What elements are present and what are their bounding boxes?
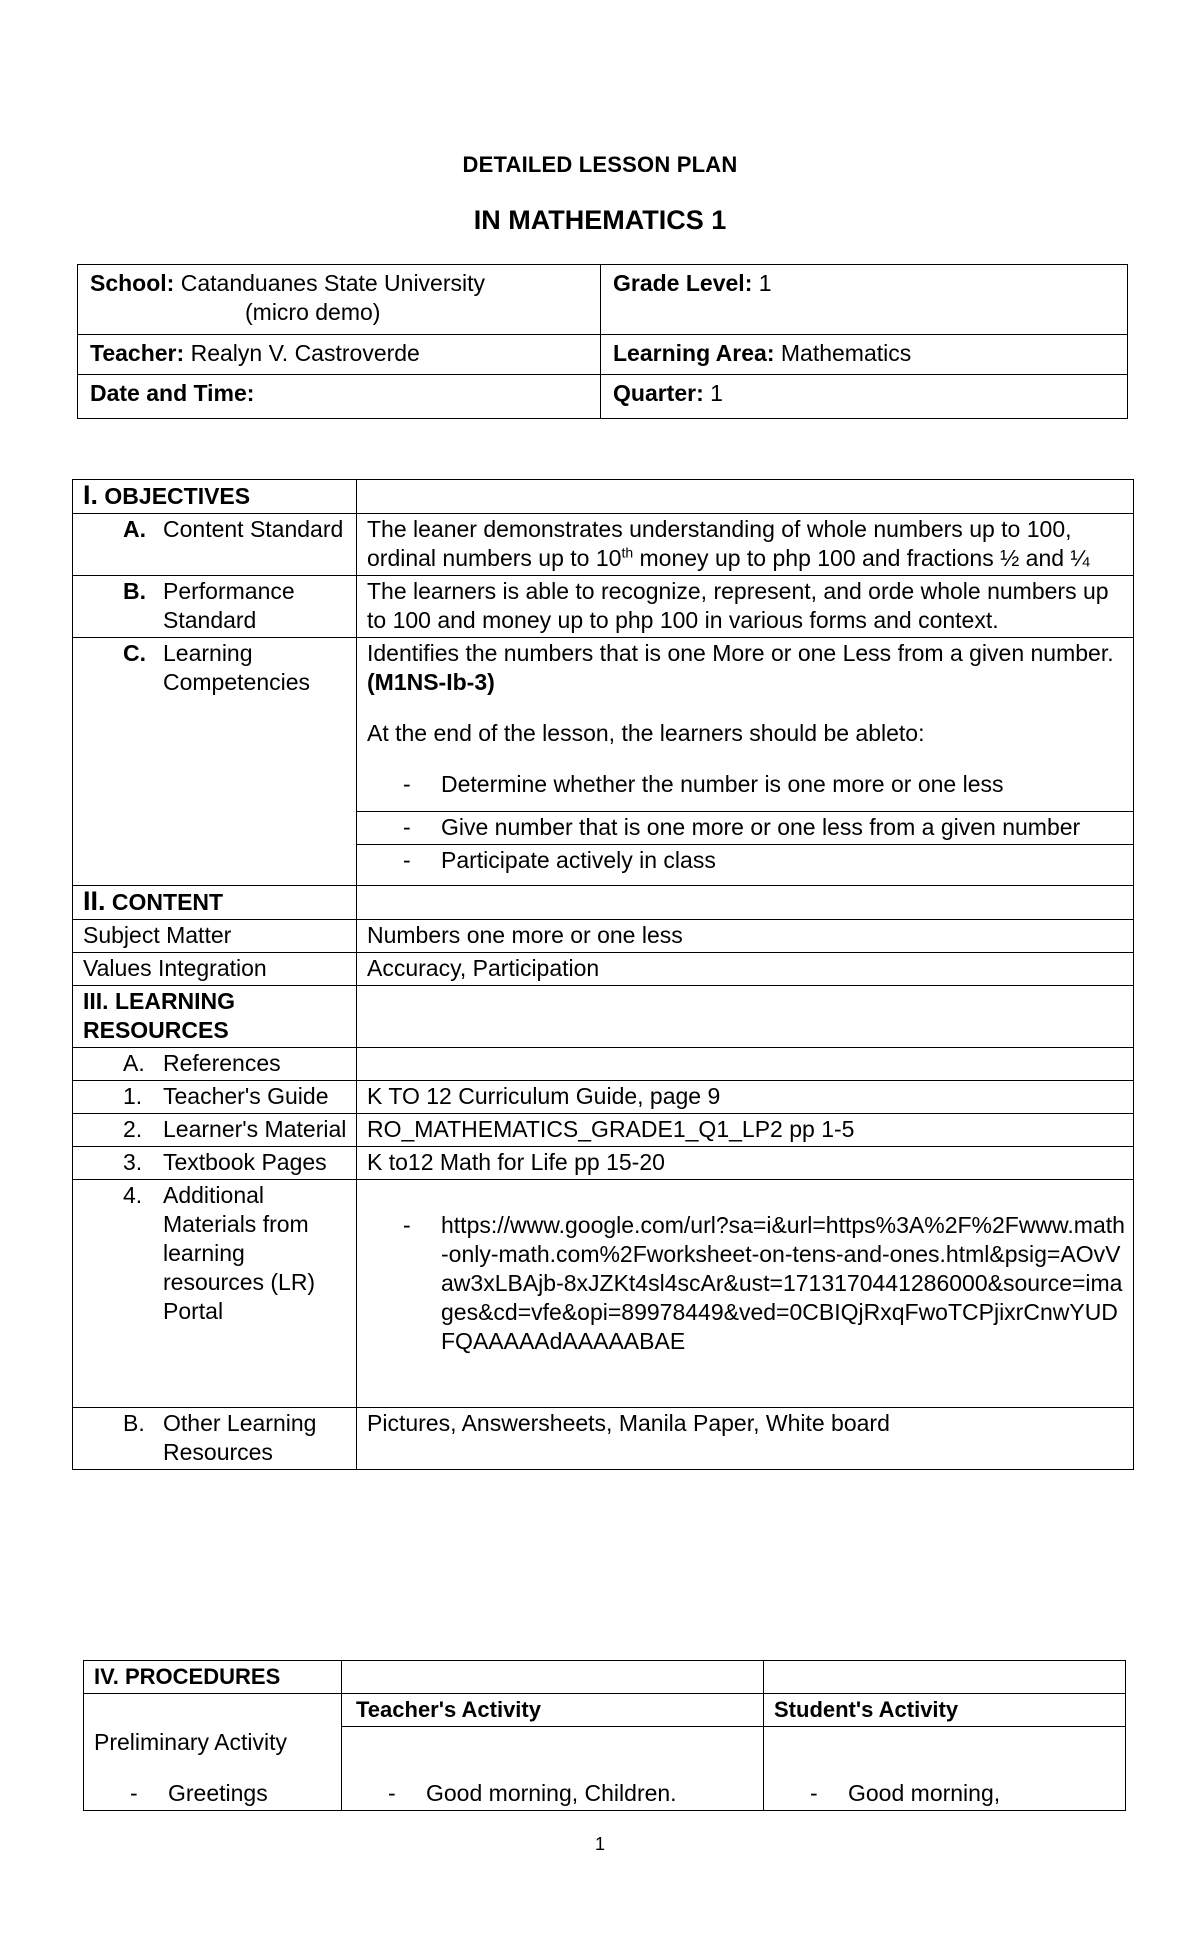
references-label: References xyxy=(163,1050,281,1076)
quarter-value: 1 xyxy=(710,380,723,406)
textbook-pages-label: Textbook Pages xyxy=(163,1149,327,1175)
lesson-info-table xyxy=(77,264,1128,419)
preliminary-activity-label: Preliminary Activity xyxy=(94,1728,287,1755)
content-number: II. xyxy=(83,886,106,916)
document-subtitle: IN MATHEMATICS 1 xyxy=(473,205,727,235)
learners-material-key: 2. xyxy=(123,1116,143,1142)
grade-label: Grade Level xyxy=(613,270,745,296)
textbook-pages-key: 3. xyxy=(123,1149,143,1175)
performance-standard-label: Performance Standard xyxy=(163,578,295,633)
resources-heading: III. LEARNING RESOURCES xyxy=(73,986,357,1048)
references-key: A. xyxy=(123,1050,145,1076)
objectives-heading xyxy=(73,480,357,514)
student-activity-header: Student's Activity xyxy=(764,1694,1126,1727)
teachers-guide-label: Teacher's Guide xyxy=(163,1083,329,1109)
performance-standard-text: The learners is able to recognize, represent, and orde whole numbers up to 100 and money up to php 100 in various forms and context. xyxy=(357,576,1134,638)
resource-link-item: - https://www.google.com/url?sa=i&url=https%3A%2F%2Fwww.math-only-math.com%2Fworksheet-on-tens-and-ones.html&psig=AOvVaw3xLBAjb-8xJZKt4sl4scAr&ust=1713170441286000&source=images&cd=vfe&opi=89978449&ved=0CBIQjRxqFwoTCPjixrCnwYUDFQAAAAAdAAAAABAE xyxy=(403,1212,1125,1354)
grade-value: 1 xyxy=(758,270,772,296)
quarter-colon: : xyxy=(696,380,704,406)
procedures-table xyxy=(83,1660,1126,1811)
greetings-item: - Greetings xyxy=(130,1779,268,1806)
objectives-title: OBJECTIVES xyxy=(104,483,251,509)
teachers-guide-value: K TO 12 Curriculum Guide, page 9 xyxy=(357,1081,1134,1114)
competency-code: (M1NS-Ib-3) xyxy=(367,669,495,695)
competency-item: - Determine whether the number is one more or one less xyxy=(403,771,1004,797)
competencies-intro: At the end of the lesson, the learners should be ableto: xyxy=(367,720,925,746)
area-label: Learning Area xyxy=(613,340,767,366)
teacher-cell xyxy=(78,335,601,375)
competency-item: - Give number that is one more or one less from a given number xyxy=(403,814,1081,840)
learners-material-label: Learner's Material xyxy=(163,1116,347,1142)
document-title: DETAILED LESSON PLAN xyxy=(462,152,738,177)
grade-colon: : xyxy=(744,270,753,296)
subject-matter-value: Numbers one more or one less xyxy=(357,920,1134,953)
competency-item: - Participate actively in class xyxy=(403,847,716,873)
textbook-pages-value: K to12 Math for Life pp 15-20 xyxy=(357,1147,1134,1180)
additional-materials-key: 4. xyxy=(123,1182,143,1208)
teacher-label: Teacher xyxy=(90,340,177,366)
objectives-number: I. xyxy=(83,480,99,510)
student-greeting: - Good morning, xyxy=(810,1780,1001,1806)
page-number: 1 xyxy=(594,1834,605,1854)
date-label: Date and Time xyxy=(90,380,247,406)
learners-material-value: RO_MATHEMATICS_GRADE1_Q1_LP2 pp 1-5 xyxy=(357,1114,1134,1147)
content-standard-label: Content Standard xyxy=(163,516,344,542)
content-title: CONTENT xyxy=(111,889,224,915)
lesson-plan-table xyxy=(72,479,1134,1470)
additional-materials-label: Additional Materials from learning resources (LR) Portal xyxy=(163,1182,316,1324)
quarter-cell xyxy=(601,375,1128,419)
competencies-label: Learning Competencies xyxy=(163,640,311,695)
school-label: School xyxy=(90,270,167,296)
quarter-label: Quarter xyxy=(613,380,697,406)
school-note: (micro demo) xyxy=(245,299,381,325)
content-standard-text: The leaner demonstrates understanding of whole numbers up to 100, ordinal numbers up to 10th money up to php 100 and fractions ½ and ¼ xyxy=(357,514,1134,576)
teacher-value: Realyn V. Castroverde xyxy=(190,340,420,366)
teachers-guide-key: 1. xyxy=(123,1083,143,1109)
other-resources-label: Other Learning Resources xyxy=(163,1410,317,1465)
content-standard-key: A. xyxy=(123,516,146,542)
values-integration-value: Accuracy, Participation xyxy=(357,953,1134,986)
subject-matter-label: Subject Matter xyxy=(73,920,357,953)
performance-standard-key: B. xyxy=(123,578,146,604)
lr-portal-link[interactable]: https://www.google.com/url?sa=i&url=https%3A%2F%2Fwww.math-only-math.com%2Fworksheet-on-tens-and-ones.html&psig=AOvVaw3xLBAjb-8xJZKt4sl4scAr&ust=1713170441286000&source=images&cd=vfe&opi=89978449&ved=0CBIQjRxqFwoTCPjixrCnwYUDFQAAAAAdAAAAABAE xyxy=(441,1212,1125,1354)
values-integration-label: Values Integration xyxy=(73,953,357,986)
school-cell xyxy=(78,265,601,335)
date-colon: : xyxy=(246,380,255,406)
date-cell xyxy=(78,375,601,419)
teacher-greeting: - Good morning, Children. xyxy=(388,1780,677,1806)
content-heading xyxy=(73,886,357,920)
other-resources-value: Pictures, Answersheets, Manila Paper, White board xyxy=(357,1408,1134,1470)
area-colon: : xyxy=(766,340,775,366)
area-value: Mathematics xyxy=(780,340,912,366)
competencies-text: Identifies the numbers that is one More or one Less from a given number. (M1NS-Ib-3) xyxy=(367,640,1114,695)
grade-cell xyxy=(601,265,1128,335)
area-cell xyxy=(601,335,1128,375)
school-value: Catanduanes State University xyxy=(180,270,486,296)
competencies-key: C. xyxy=(123,640,146,666)
teacher-activity-header: Teacher's Activity xyxy=(342,1694,764,1727)
other-resources-key: B. xyxy=(123,1410,145,1436)
procedures-heading: IV. PROCEDURES xyxy=(84,1661,342,1694)
school-colon: : xyxy=(166,270,175,296)
teacher-colon: : xyxy=(176,340,185,366)
